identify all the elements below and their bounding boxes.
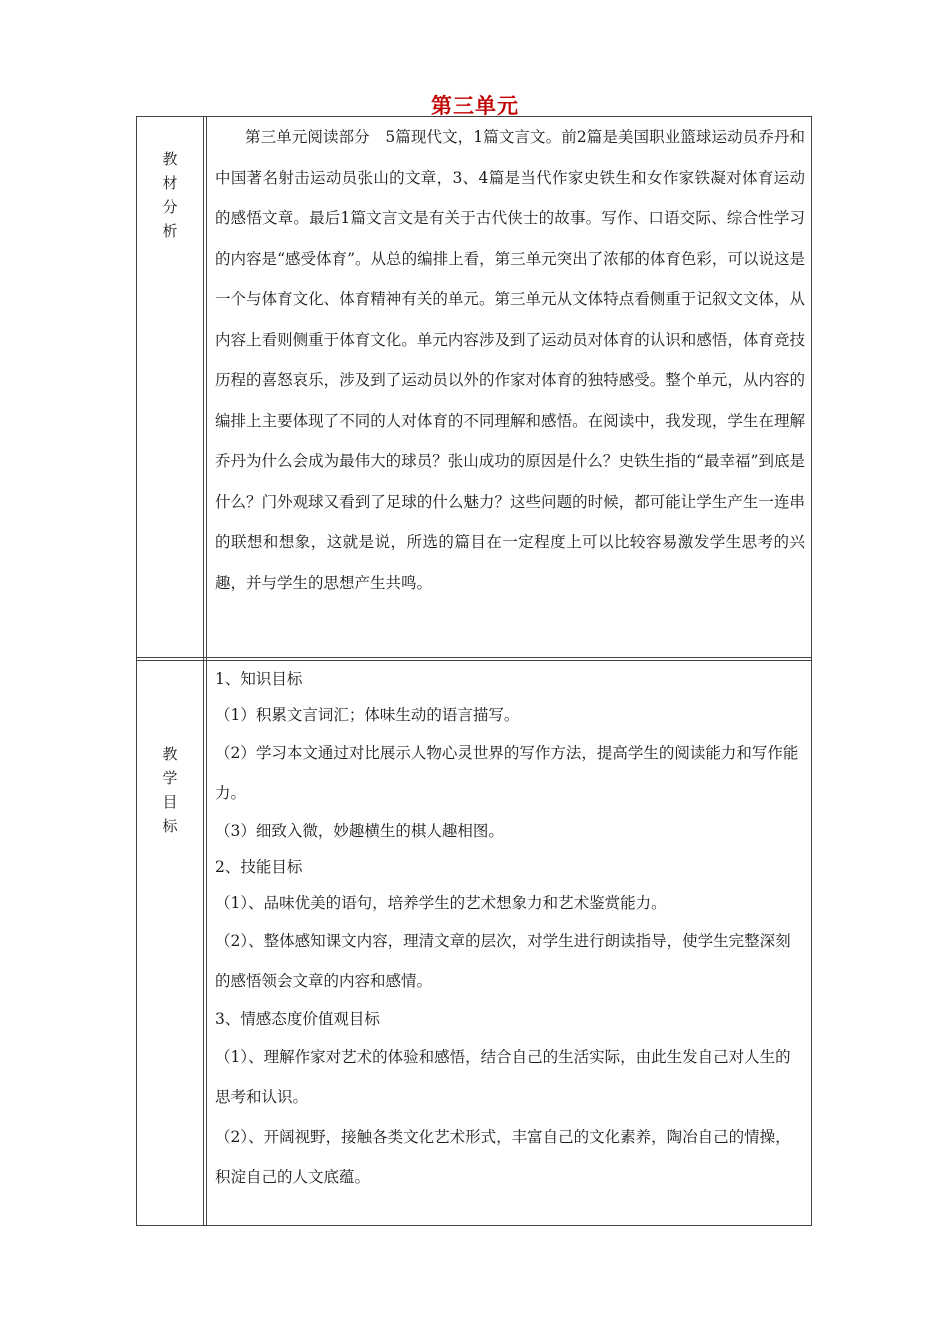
knowledge-item: （2）学习本文通过对比展示人物心灵世界的写作方法，提高学生的阅读能力和写作能力。 <box>215 744 799 802</box>
analysis-label-char: 析 <box>162 222 178 240</box>
emotion-item: （2）、开阔视野，接触各类文化艺术形式，丰富自己的文化素养，陶冶自己的情操，积淀自己的人文底蕴。 <box>215 1128 791 1186</box>
analysis-label-char: 分 <box>162 198 178 216</box>
lesson-table <box>136 116 812 1226</box>
emotion-heading: 3、情感态度价值观目标 <box>215 1010 380 1028</box>
knowledge-heading: 1、知识目标 <box>215 670 303 688</box>
analysis-label-char: 教 <box>162 150 178 168</box>
analysis-text: 第三单元阅读部分 5篇现代文，1篇文言文。前2篇是美国职业篮球运动员乔丹和中国著名射击运动员张山的文章，3、4篇是当代作家史铁生和女作家铁凝对体育运动的感悟文章。最后1篇文言文是有关于古代侠士的故事。写作、口语交际、综合性学习的内容是“感受体育”。从总的编排上看，第三单元突出了浓郁的体育色彩，可以说这是一个与体育文化、体育精神有关的单元。第三单元从文体特点看侧重于记叙文文体，从内容上看则侧重于体育文化。单元内容涉及到了运动员对体育的认识和感悟，体育竞技历程的喜怒哀乐，涉及到了运动员以外的作家对体育的独特感受。整个单元，从内容的编排上主要体现了不同的人对体育的不同理解和感悟。在阅读中，我发现，学生在理解乔丹为什么会成为最伟大的球员？张山成功的原因是什么？史铁生指的“最幸福”到底是什么？门外观球又看到了足球的什么魅力？这些问题的时候，都可能让学生产生一连串的联想和想象，这就是说，所选的篇目在一定程度上可以比较容易激发学生思考的兴趣，并与学生的思想产生共鸣。 <box>215 128 805 592</box>
column-divider-double <box>206 117 207 1225</box>
skill-item: （1）、品味优美的语句，培养学生的艺术想象力和艺术鉴赏能力。 <box>215 894 667 912</box>
row-divider <box>137 657 811 658</box>
page-title: 第三单元 <box>431 94 519 118</box>
emotion-item: （1）、理解作家对艺术的体验和感悟，结合自己的生活实际，由此生发自己对人生的思考和认识。 <box>215 1048 791 1106</box>
goals-label-char: 教 <box>162 745 178 763</box>
goals-label-char: 学 <box>162 769 178 787</box>
knowledge-item: （1）积累文言词汇；体味生动的语言描写。 <box>215 706 520 724</box>
knowledge-item: （3）细致入微，妙趣横生的棋人趣相图。 <box>215 822 504 840</box>
analysis-label-char: 材 <box>162 174 178 192</box>
skill-item: （2）、整体感知课文内容，理清文章的层次，对学生进行朗读指导，使学生完整深刻的感悟领会文章的内容和感情。 <box>215 932 791 990</box>
skill-heading: 2、技能目标 <box>215 858 303 876</box>
goals-label <box>137 742 203 838</box>
column-divider <box>203 117 204 1225</box>
goals-label-char: 标 <box>162 817 178 835</box>
goals-content <box>215 661 805 1197</box>
analysis-label <box>137 147 203 243</box>
goals-label-char: 目 <box>162 793 178 811</box>
